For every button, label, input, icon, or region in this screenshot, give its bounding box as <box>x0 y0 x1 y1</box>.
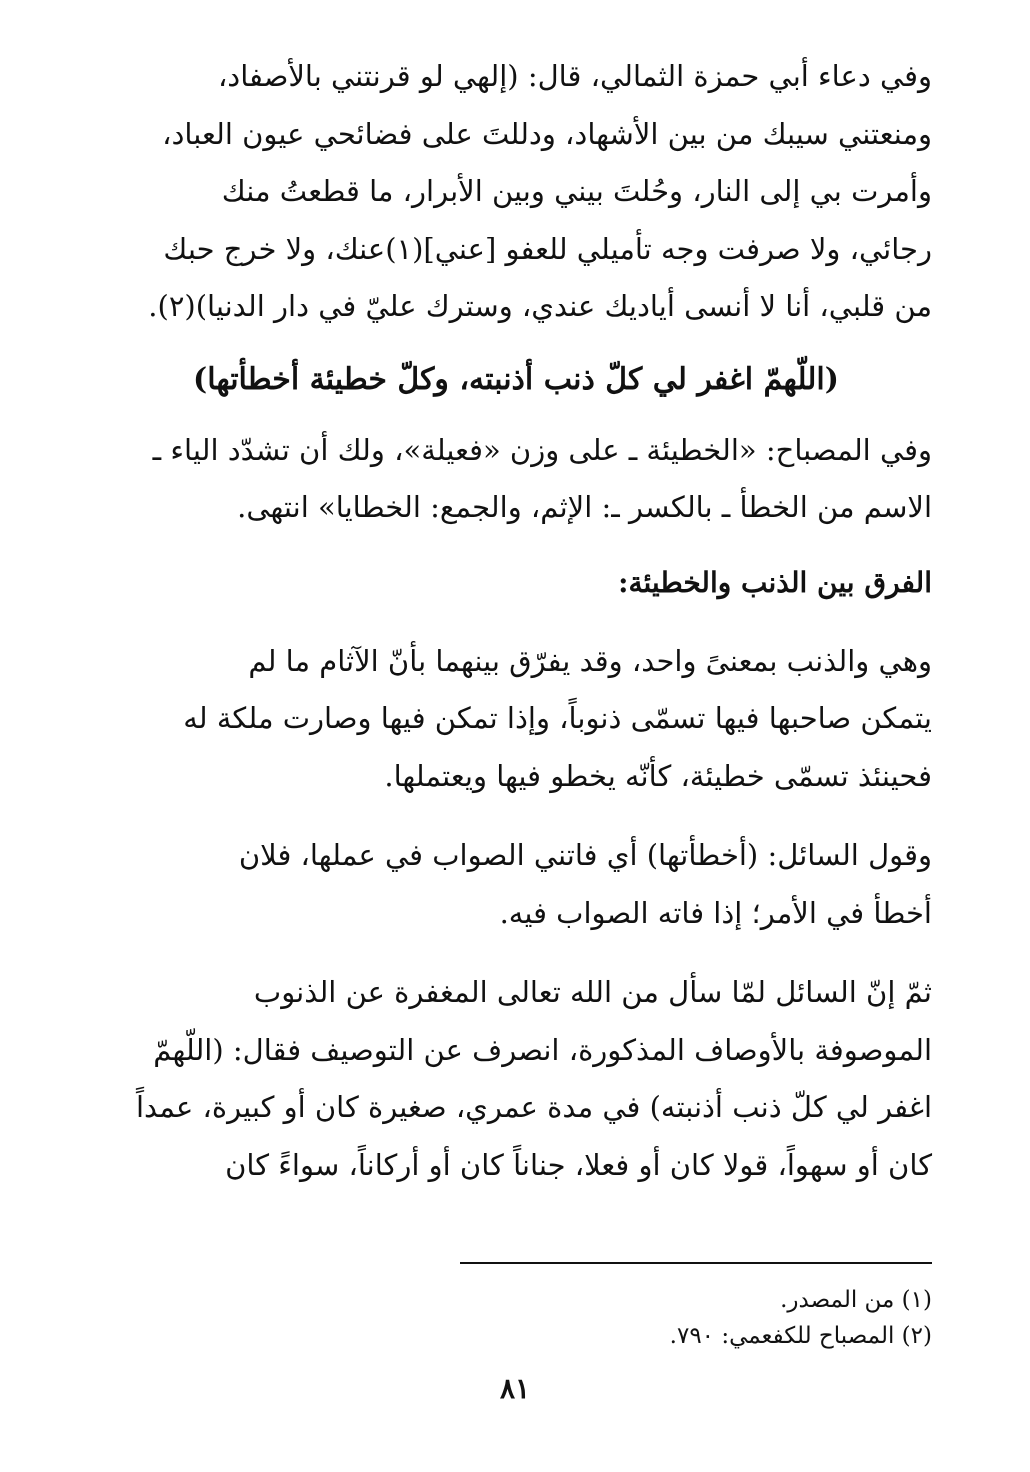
text-line: رجائي، ولا صرفت وجه تأميلي للعفو [عني](١)عنك، ولا خرج حبك <box>163 231 932 266</box>
text-line: وأمرت بي إلى النار، وحُلتَ بيني وبين الأبرار، ما قطعتُ منك <box>221 174 932 208</box>
footnote-2: (٢) المصباح للكفعمي: ٧٩٠. <box>669 1323 932 1349</box>
text-line: الموصوفة بالأوصاف المذكورة، انصرف عن التوصيف فقال: (اللّهمّ <box>153 1032 932 1067</box>
quoted-heading: (اللّهمّ اغفر لي كلّ ذنب أذنبته، وكلّ خطيئة أخطأتها) <box>193 361 839 397</box>
text-line: وهي والذنب بمعنىً واحد، وقد يفرّق بينهما بأنّ الآثام ما لم <box>248 643 932 678</box>
text-line: اغفر لي كلّ ذنب أذنبته) في مدة عمري، صغيرة كان أو كبيرة، عمداً <box>135 1090 932 1124</box>
text-line: ثمّ إنّ السائل لمّا سأل من الله تعالى المغفرة عن الذنوب <box>253 975 932 1009</box>
footnote-1: (١) من المصدر. <box>780 1287 932 1313</box>
page-number: ٨١ <box>499 1372 531 1405</box>
paragraph-dua <box>100 48 932 336</box>
paragraph-difference <box>100 633 932 806</box>
text-line: أخطأ في الأمر؛ إذا فاته الصواب فيه. <box>499 895 932 930</box>
text-line: كان أو سهواً، قولا كان أو فعلا، جناناً كان أو أركاناً، سواءً كان <box>225 1147 932 1182</box>
text-line: من قلبي، أنا لا أنسى أياديك عندي، وسترك عليّ في دار الدنيا)(٢). <box>148 289 932 323</box>
page-body <box>100 48 932 1194</box>
footnote-separator <box>460 1262 932 1264</box>
text-line: يتمكن صاحبها فيها تسمّى ذنوباً، وإذا تمكن فيها وصارت ملكة له <box>183 701 932 735</box>
paragraph-maghfira <box>100 964 932 1194</box>
footnotes <box>670 1282 932 1354</box>
paragraph-akhtaatuha <box>100 827 932 942</box>
text-line: وفي دعاء أبي حمزة الثمالي، قال: (إلهي لو قرنتني بالأصفاد، <box>217 59 932 93</box>
section-subheading: الفرق بين الذنب والخطيئة: <box>618 565 932 599</box>
text-line: الاسم من الخطأ ـ بالكسر ـ: الإثم، والجمع: الخطايا» انتهى. <box>237 490 932 524</box>
text-line: فحينئذ تسمّى خطيئة، كأنّه يخطو فيها ويعتملها. <box>384 758 932 793</box>
text-line: ومنعتني سيبك من بين الأشهاد، ودللتَ على فضائحي عيون العباد، <box>162 116 932 151</box>
text-line: وقول السائل: (أخطأتها) أي فاتني الصواب في عملها، فلان <box>238 838 932 872</box>
text-line: وفي المصباح: «الخطيئة ـ على وزن «فعيلة»، ولك أن تشدّد الياء ـ <box>152 432 932 467</box>
paragraph-misbah <box>100 422 932 537</box>
